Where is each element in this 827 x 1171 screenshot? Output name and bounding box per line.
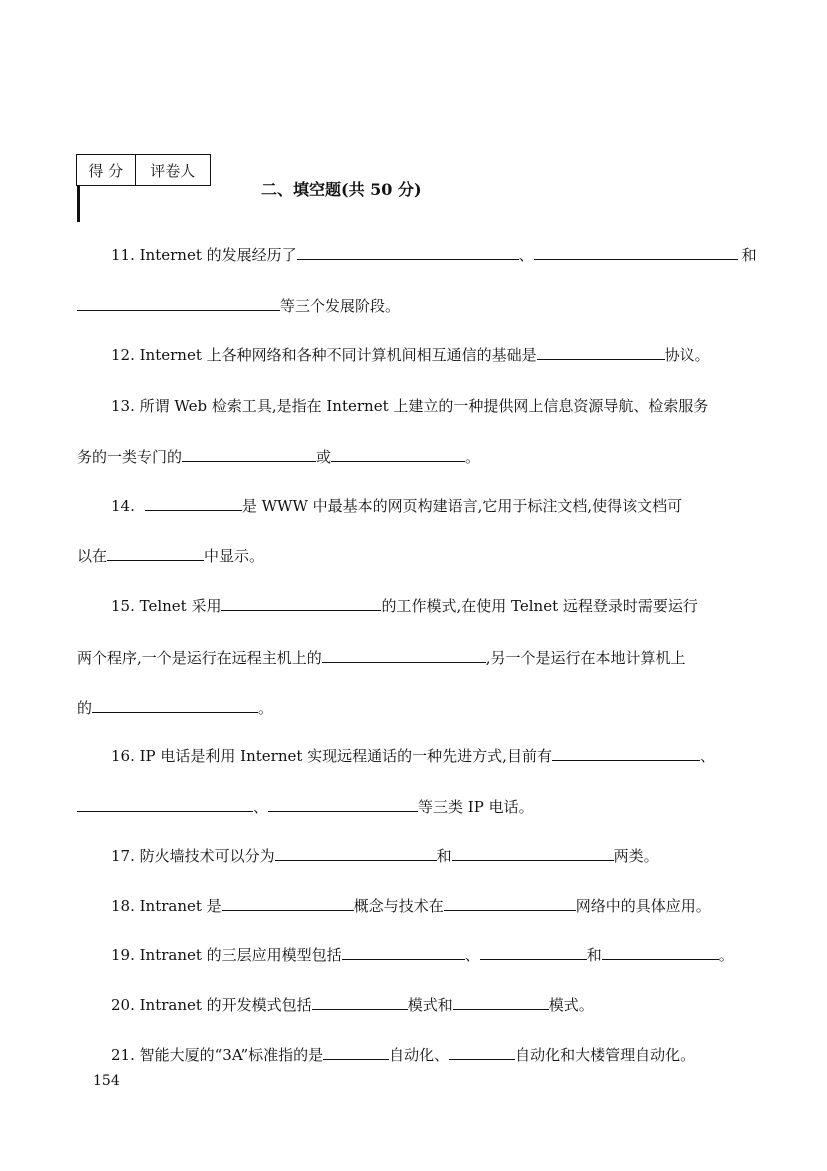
answer-blank[interactable] xyxy=(444,896,576,911)
question-16-line-1: 16. IP 电话是利用 Internet 实现远程通话的一种先进方式,目前有 、 xyxy=(111,747,715,765)
question-13-line-1: 13. 所谓 Web 检索工具,是指在 Internet 上建立的一种提供网上信息资源导航、检索服务 xyxy=(111,397,709,415)
question-15-line-2: 两个程序,一个是运行在远程主机上的 ,另一个是运行在本地计算机上 xyxy=(77,649,686,667)
score-box xyxy=(76,154,211,220)
question-20-line-1: 20. Intranet 的开发模式包括 模式和 模式。 xyxy=(111,996,594,1014)
answer-blank[interactable] xyxy=(297,245,519,260)
question-17-line-1: 17. 防火墙技术可以分为 和 两类。 xyxy=(111,847,659,865)
answer-blank[interactable] xyxy=(92,698,258,713)
answer-blank[interactable] xyxy=(331,447,465,462)
answer-blank[interactable] xyxy=(602,945,719,960)
answer-blank[interactable] xyxy=(275,846,437,861)
answer-blank[interactable] xyxy=(552,746,700,761)
question-11-line-2: 等三个发展阶段。 xyxy=(77,296,400,316)
grader-cell[interactable] xyxy=(78,187,79,222)
question-15-line-3: 的 。 xyxy=(77,699,274,717)
answer-blank[interactable] xyxy=(342,945,465,960)
answer-blank[interactable] xyxy=(312,995,408,1010)
answer-blank[interactable] xyxy=(453,995,549,1010)
answer-blank[interactable] xyxy=(537,345,665,360)
question-21-line-1: 21. 智能大厦的“3A”标准指的是 自动化、 自动化和大楼管理自动化。 xyxy=(111,1046,696,1064)
answer-blank[interactable] xyxy=(452,846,614,861)
question-19-line-1: 19. Intranet 的三层应用模型包括 、 和 。 xyxy=(111,946,734,964)
score-label: 得 分 xyxy=(77,155,136,186)
answer-blank[interactable] xyxy=(322,648,486,663)
answer-blank[interactable] xyxy=(221,596,381,611)
answer-blank[interactable] xyxy=(534,245,738,260)
question-12-line-1: 12. Internet 上各种网络和各种不同计算机间相互通信的基础是 协议。 xyxy=(111,346,710,364)
question-14-line-2: 以在 中显示。 xyxy=(77,547,265,565)
question-14-line-1: 14. 是 WWW 中最基本的网页构建语言,它用于标注文档,使得该文档可 xyxy=(111,497,683,515)
question-13-line-2: 务的一类专门的 或 。 xyxy=(77,448,481,466)
answer-blank[interactable] xyxy=(323,1045,389,1060)
answer-blank[interactable] xyxy=(107,546,204,561)
answer-blank[interactable] xyxy=(449,1045,515,1060)
section-title: 二、填空题(共 50 分) xyxy=(261,180,422,199)
question-11-line-1: 11. Internet 的发展经历了 、 和 xyxy=(111,246,757,264)
answer-blank[interactable] xyxy=(77,296,280,311)
answer-blank[interactable] xyxy=(222,896,354,911)
question-15-line-1: 15. Telnet 采用 的工作模式,在使用 Telnet 远程登录时需要运行 xyxy=(111,597,698,615)
answer-blank[interactable] xyxy=(268,797,418,812)
page-number: 154 xyxy=(93,1073,120,1089)
answer-blank[interactable] xyxy=(77,797,253,812)
grader-label: 评卷人 xyxy=(135,155,210,186)
question-16-line-2: 、 等三类 IP 电话。 xyxy=(77,797,534,817)
question-18-line-1: 18. Intranet 是 概念与技术在 网络中的具体应用。 xyxy=(111,897,711,915)
answer-blank[interactable] xyxy=(480,945,587,960)
answer-blank[interactable] xyxy=(145,496,242,511)
answer-blank[interactable] xyxy=(182,447,316,462)
